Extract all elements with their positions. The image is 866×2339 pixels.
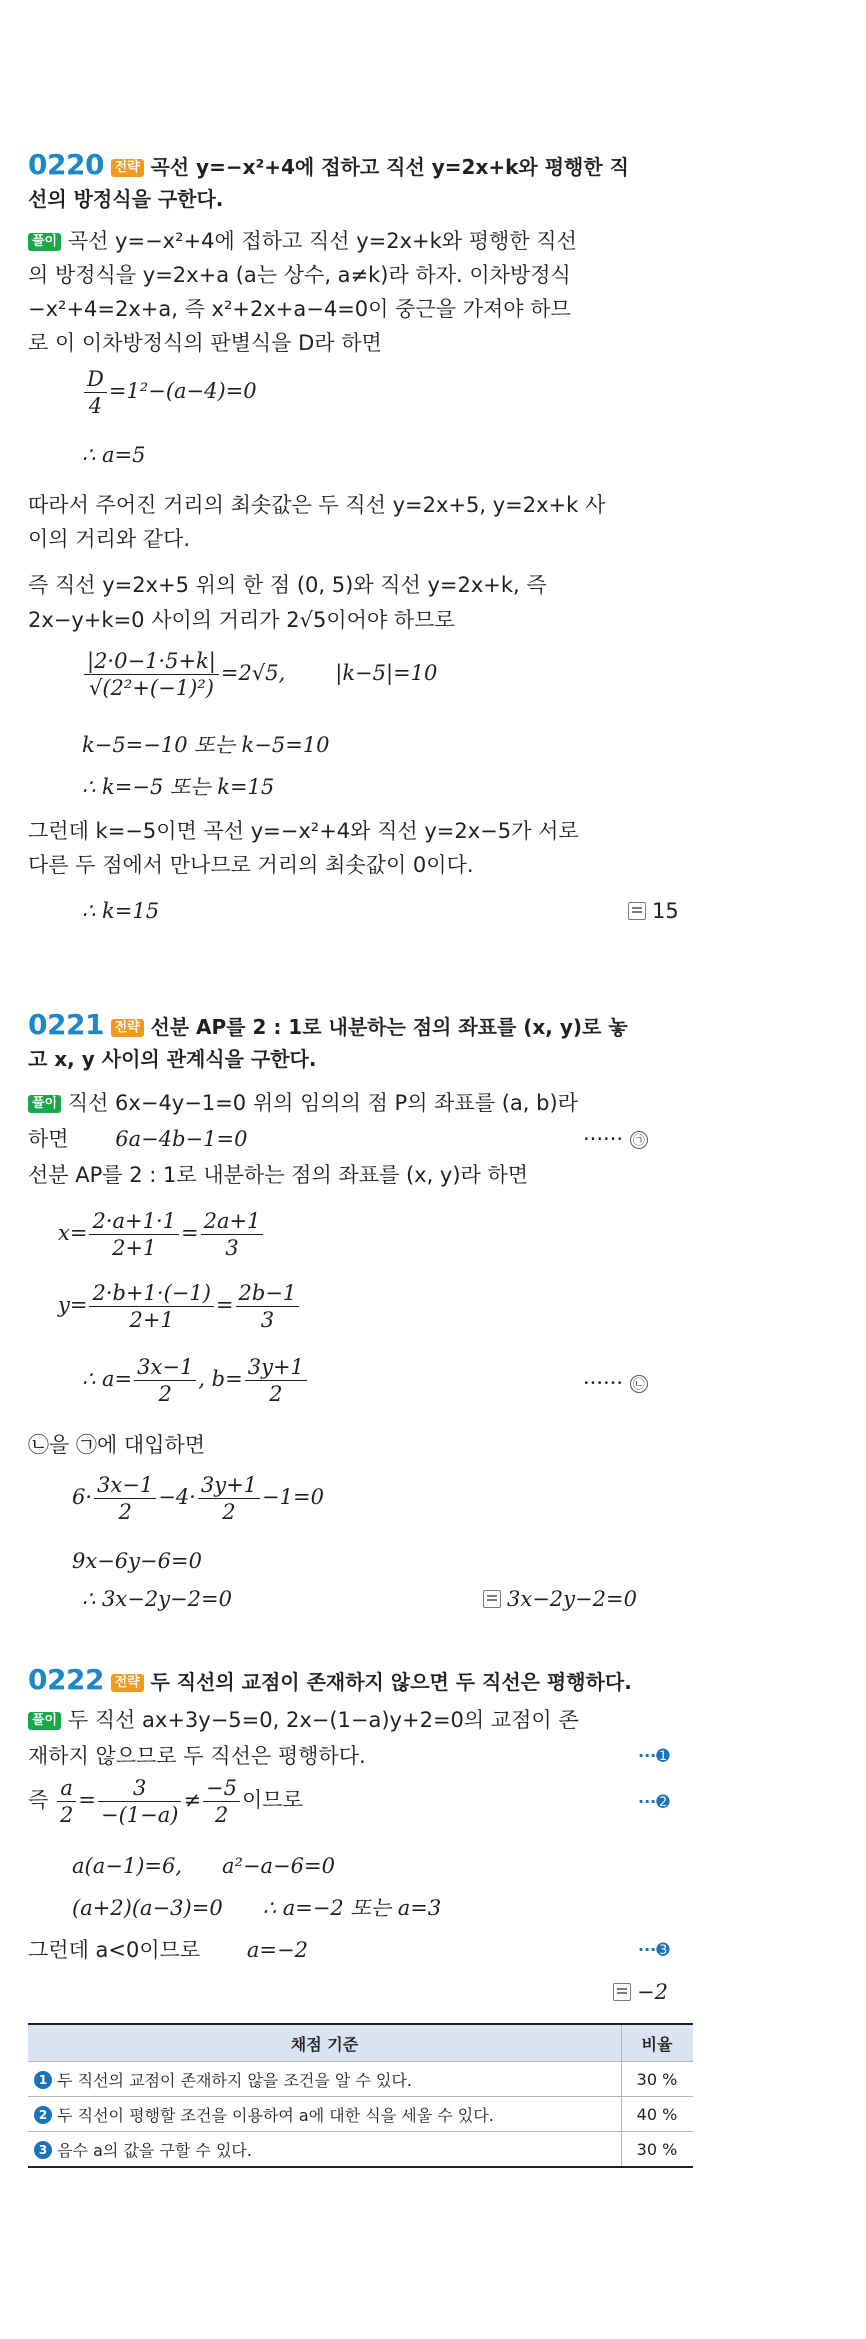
- equation: x= $\frac{2\cdot a+1\cdot 1}{2+1}$ = $\frac{2a+1}{3}$: [58, 1208, 265, 1261]
- solution-line: 다른 두 점에서 만나므로 거리의 최솟값이 0이다.: [28, 853, 474, 877]
- strategy-line-1: 0222 전략 두 직선의 교점이 존재하지 않으면 두 직선은 평행하다.: [28, 1663, 632, 1696]
- solution-line: 이의 거리와 같다.: [28, 527, 191, 551]
- solution-line: 즉 $\frac{a}{2}$ = $\frac{3}{-(1-a)}$ ≠ $\frac{-5}{2}$ 이므로 ···➋: [28, 1776, 670, 1827]
- equation: $\frac{D}{4}$ =1²−(a−4)=0: [82, 366, 257, 419]
- answer: −2: [613, 1977, 668, 2007]
- equation: k−5=−10 또는 k−5=10: [82, 733, 330, 757]
- scoring-table: [28, 2023, 693, 2168]
- answer-icon: [483, 1590, 501, 1608]
- strategy-tag: 전략: [111, 1019, 144, 1037]
- equation: a(a−1)=6, a²−a−6=0: [72, 1854, 335, 1878]
- equation: ∴ 3x−2y−2=0: [82, 1587, 232, 1611]
- table-row: 3 음수 a의 값을 구할 수 있다. 30 %: [28, 2132, 693, 2168]
- step-number-icon: 1: [34, 2071, 52, 2089]
- solution-line: ㉡을 ㉠에 대입하면: [28, 1433, 206, 1457]
- solution-line: 풀이 곡선 y=−x²+4에 접하고 직선 y=2x+k와 평행한 직선: [28, 226, 577, 256]
- strategy-line-2: 선의 방정식을 구한다.: [28, 187, 224, 211]
- solution-line: 선분 AP를 2 : 1로 내분하는 점의 좌표를 (x, y)라 하면: [28, 1163, 529, 1187]
- equation: ∴ k=15: [82, 899, 160, 923]
- strategy-line-1: 0221 전략 선분 AP를 2 : 1로 내분하는 점의 좌표를 (x, y)로 놓: [28, 1008, 628, 1041]
- solution-line: 로 이 이차방정식의 판별식을 D라 하면: [28, 331, 382, 355]
- problem-number: 0221: [28, 1008, 104, 1041]
- equation: 6· $\frac{3x-1}{2}$ −4· $\frac{3y+1}{2}$ −1=0: [72, 1473, 324, 1524]
- equation: ∴ k=−5 또는 k=15: [82, 775, 275, 799]
- strategy-tag: 전략: [111, 1674, 144, 1692]
- solution-tag: 풀이: [28, 1712, 61, 1730]
- problem-number: 0222: [28, 1663, 104, 1696]
- solution-line: 풀이 두 직선 ax+3y−5=0, 2x−(1−a)y+2=0의 교점이 존: [28, 1705, 579, 1735]
- step-number-icon: 3: [34, 2141, 52, 2159]
- solution-line: 의 방정식을 y=2x+a (a는 상수, a≠k)라 하자. 이차방정식: [28, 263, 571, 287]
- solution-tag: 풀이: [28, 1095, 61, 1113]
- equation: $\frac{|2\cdot 0-1\cdot 5+k|}{\text{√(2²+(−1)²)}}$ =2√5, |k−5|=10: [82, 648, 437, 701]
- table-row: 1 두 직선의 교점이 존재하지 않을 조건을 알 수 있다. 30 %: [28, 2062, 693, 2097]
- strategy-tag: 전략: [111, 159, 144, 177]
- solution-line: 재하지 않으므로 두 직선은 평행하다. ···➊: [28, 1741, 693, 1771]
- equation: 9x−6y−6=0: [72, 1549, 202, 1573]
- answer: 3x−2y−2=0: [483, 1584, 637, 1614]
- strategy-line-2: 고 x, y 사이의 관계식을 구한다.: [28, 1047, 317, 1071]
- solution-line: 즉 직선 y=2x+5 위의 한 점 (0, 5)와 직선 y=2x+k, 즉: [28, 573, 547, 597]
- solution-line: 2x−y+k=0 사이의 거리가 2√5이어야 하므로: [28, 608, 455, 632]
- step-number-icon: 2: [34, 2106, 52, 2124]
- equation: ∴ a=5: [82, 443, 146, 467]
- table-header: 채점 기준 비율: [28, 2024, 693, 2062]
- equation-mark: ㉠: [630, 1131, 648, 1149]
- solution-line: −x²+4=2x+a, 즉 x²+2x+a−4=0이 중근을 가져야 하므: [28, 297, 571, 321]
- step-marker-3: ···➌: [638, 1940, 670, 1959]
- solution-line: 풀이 직선 6x−4y−1=0 위의 임의의 점 P의 좌표를 (a, b)라: [28, 1088, 578, 1118]
- solution-line: 그런데 k=−5이면 곡선 y=−x²+4와 직선 y=2x−5가 서로: [28, 819, 579, 843]
- solution-line: 그런데 a<0이므로 a=−2 ···➌: [28, 1935, 693, 1965]
- step-marker-2: ···➋: [638, 1792, 670, 1811]
- answer-icon: [628, 902, 646, 920]
- equation: y= $\frac{2\cdot b+1\cdot(-1)}{2+1}$ = $\frac{2b-1}{3}$: [58, 1280, 301, 1333]
- table-row: 2 두 직선이 평행할 조건을 이용하여 a에 대한 식을 세울 수 있다. 40 %: [28, 2097, 693, 2132]
- problem-number: 0220: [28, 148, 104, 181]
- strategy-line-1: 0220 전략 곡선 y=−x²+4에 접하고 직선 y=2x+k와 평행한 직: [28, 148, 629, 181]
- solution-tag: 풀이: [28, 233, 61, 251]
- equation: ∴ a= $\frac{3x-1}{2}$ , b= $\frac{3y+1}{2}$ ······ ㉡: [82, 1354, 692, 1407]
- solution-line: 따라서 주어진 거리의 최솟값은 두 직선 y=2x+5, y=2x+k 사: [28, 493, 606, 517]
- equation-mark: ㉡: [630, 1375, 648, 1393]
- answer: 15: [628, 896, 679, 926]
- answer-icon: [613, 1983, 631, 2001]
- solution-line: 하면 6a−4b−1=0 ······ ㉠: [28, 1124, 693, 1154]
- step-marker-1: ···➊: [638, 1746, 670, 1765]
- equation: (a+2)(a−3)=0 ∴ a=−2 또는 a=3: [72, 1896, 442, 1920]
